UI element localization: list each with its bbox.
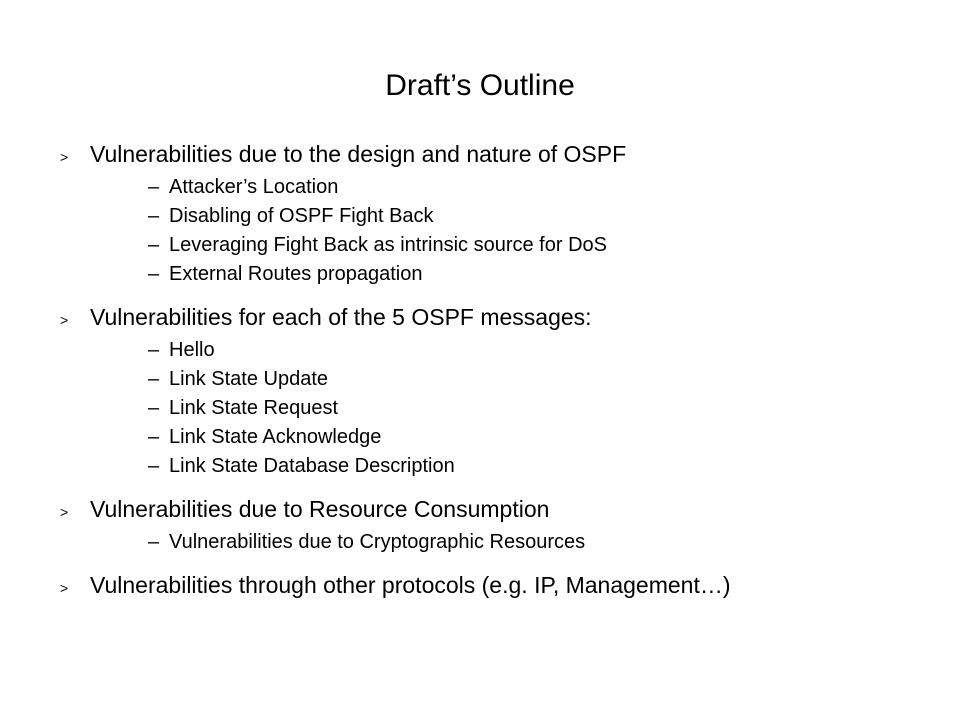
bullet-marker-icon: >	[60, 580, 69, 596]
outline-section-3	[60, 493, 940, 557]
sub-bullet-text: Disabling of OSPF Fight Back	[169, 205, 434, 227]
sub-bullet-text: Link State Update	[169, 368, 328, 390]
dash-marker-icon: –	[148, 234, 160, 256]
sub-bullet-item	[60, 452, 940, 481]
sub-bullet-item	[60, 336, 940, 365]
sub-bullet-item	[60, 423, 940, 452]
sub-bullet-list	[60, 528, 940, 557]
sub-bullet-item	[60, 365, 940, 394]
dash-marker-icon: –	[148, 339, 160, 361]
sub-bullet-text: Vulnerabilities due to Cryptographic Resources	[169, 531, 586, 553]
outline-list	[60, 138, 940, 604]
sub-bullet-text: Hello	[169, 339, 215, 361]
bullet-item	[60, 138, 940, 173]
bullet-marker-icon: >	[60, 149, 69, 165]
sub-bullet-text: Attacker’s Location	[169, 176, 339, 198]
bullet-text: Vulnerabilities through other protocols (e.g. IP, Management…)	[90, 572, 731, 598]
sub-bullet-item	[60, 173, 940, 202]
sub-bullet-list	[60, 173, 940, 289]
slide-title: Draft’s Outline	[385, 69, 575, 102]
sub-bullet-text: External Routes propagation	[169, 263, 423, 285]
dash-marker-icon: –	[148, 205, 160, 227]
dash-marker-icon: –	[148, 176, 160, 198]
bullet-item	[60, 301, 940, 336]
bullet-marker-icon: >	[60, 312, 69, 328]
sub-bullet-item	[60, 394, 940, 423]
sub-bullet-item	[60, 231, 940, 260]
sub-bullet-item	[60, 260, 940, 289]
outline-section-1	[60, 138, 940, 289]
dash-marker-icon: –	[148, 397, 160, 419]
sub-bullet-text: Link State Request	[169, 397, 338, 419]
sub-bullet-text: Link State Acknowledge	[169, 426, 382, 448]
dash-marker-icon: –	[148, 263, 160, 285]
dash-marker-icon: –	[148, 531, 160, 553]
sub-bullet-item	[60, 202, 940, 231]
bullet-text: Vulnerabilities due to Resource Consumption	[90, 496, 550, 522]
bullet-item	[60, 493, 940, 528]
sub-bullet-list	[60, 336, 940, 481]
sub-bullet-text: Link State Database Description	[169, 455, 455, 477]
bullet-marker-icon: >	[60, 504, 69, 520]
bullet-text: Vulnerabilities due to the design and nature of OSPF	[90, 141, 627, 167]
sub-bullet-item	[60, 528, 940, 557]
outline-section-4	[60, 569, 940, 604]
dash-marker-icon: –	[148, 368, 160, 390]
bullet-text: Vulnerabilities for each of the 5 OSPF messages:	[90, 304, 592, 330]
outline-section-2	[60, 301, 940, 481]
dash-marker-icon: –	[148, 455, 160, 477]
dash-marker-icon: –	[148, 426, 160, 448]
bullet-item	[60, 569, 940, 604]
sub-bullet-text: Leveraging Fight Back as intrinsic source for DoS	[169, 234, 607, 256]
